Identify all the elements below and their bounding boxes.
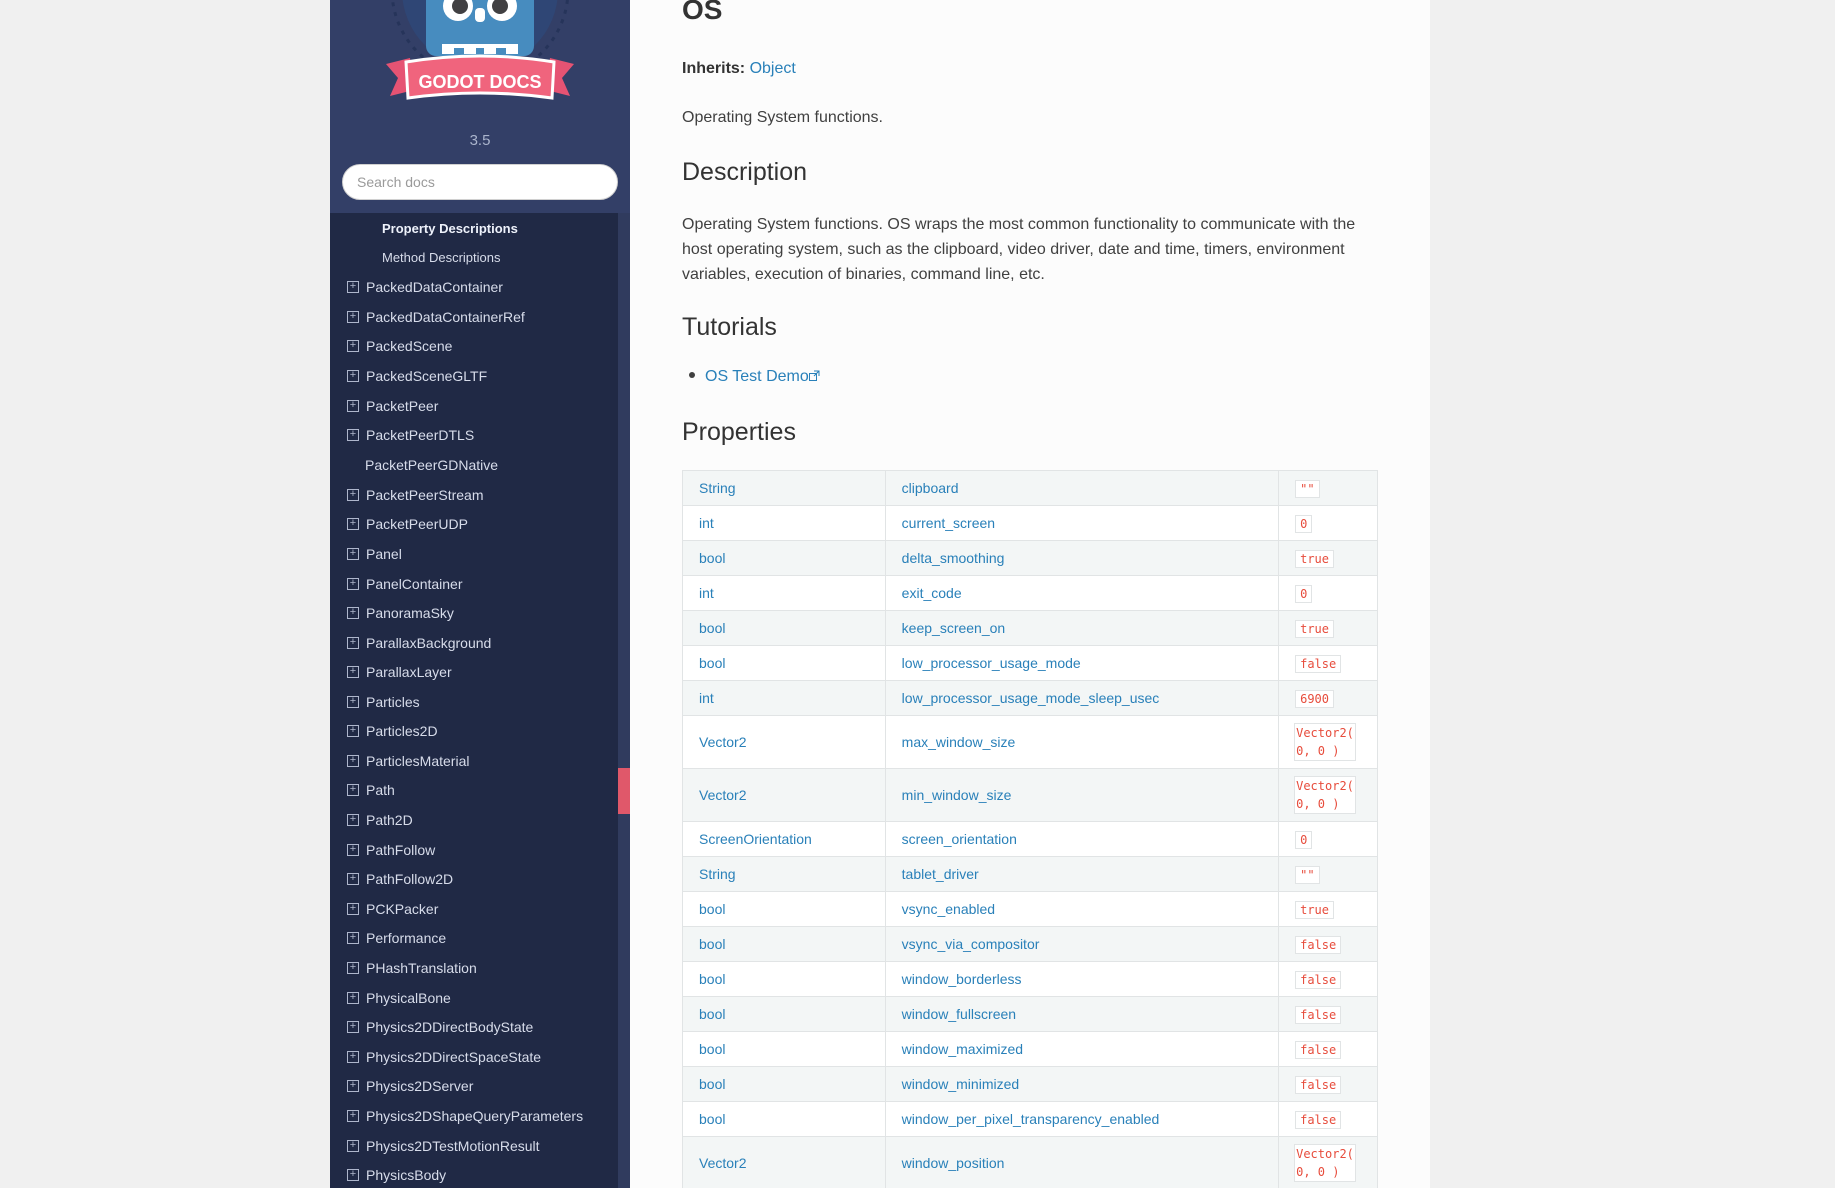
property-row xyxy=(683,471,1378,506)
sidebar-item-label: PathFollow xyxy=(366,842,436,858)
property-default-value: true xyxy=(1295,620,1334,638)
expand-icon[interactable]: + xyxy=(347,281,359,293)
expand-icon[interactable]: + xyxy=(347,637,359,649)
property-type-cell xyxy=(683,1032,886,1067)
property-name-link[interactable]: low_processor_usage_mode_sleep_usec xyxy=(901,690,1160,706)
property-type-link[interactable]: int xyxy=(699,585,714,601)
property-row xyxy=(683,997,1378,1032)
property-name-cell xyxy=(885,471,1278,506)
property-default-value: Vector2( 0, 0 ) xyxy=(1294,776,1356,814)
property-type-link[interactable]: ScreenOrientation xyxy=(699,831,812,847)
property-type-cell xyxy=(683,506,886,541)
property-type-cell xyxy=(683,681,886,716)
sidebar-item-label: Physics2DTestMotionResult xyxy=(366,1138,540,1154)
description-text: Operating System functions. OS wraps the most common functionality to communicate with the host operating system, such as the clipboard, video driver, date and time, timers, environment variables, execution of binaries, command line, etc. xyxy=(682,216,1356,283)
property-row xyxy=(683,506,1378,541)
property-name-link[interactable]: low_processor_usage_mode xyxy=(901,655,1081,671)
property-default-cell xyxy=(1279,576,1378,611)
property-default-cell xyxy=(1279,681,1378,716)
brief-description: Operating System functions. xyxy=(682,109,883,126)
property-default-cell xyxy=(1279,646,1378,681)
property-default-value: false xyxy=(1295,1006,1341,1024)
expand-icon[interactable]: + xyxy=(347,962,359,974)
sidebar-item-label: PackedDataContainer xyxy=(366,279,503,295)
sidebar-item-label: PhysicalBone xyxy=(366,990,451,1006)
property-name-link[interactable]: window_position xyxy=(901,1155,1005,1171)
property-name-link[interactable]: window_fullscreen xyxy=(901,1006,1017,1022)
expand-icon[interactable]: + xyxy=(347,1140,359,1152)
property-name-link[interactable]: window_maximized xyxy=(901,1041,1024,1057)
property-name-cell xyxy=(885,927,1278,962)
sidebar-item-label: PhysicsBody xyxy=(366,1167,447,1183)
property-type-link[interactable]: bool xyxy=(699,655,726,671)
property-type-link[interactable]: bool xyxy=(699,1041,726,1057)
expand-icon[interactable]: + xyxy=(347,755,359,767)
property-default-cell xyxy=(1279,1102,1378,1137)
property-name-link[interactable]: window_per_pixel_transparency_enabled xyxy=(901,1111,1160,1127)
property-name-cell xyxy=(885,962,1278,997)
property-type-link[interactable]: String xyxy=(699,866,736,882)
property-type-cell xyxy=(683,716,886,769)
property-type-cell xyxy=(683,1102,886,1137)
expand-icon[interactable]: + xyxy=(347,1021,359,1033)
property-name-cell xyxy=(885,1102,1278,1137)
property-row xyxy=(683,857,1378,892)
property-default-value: false xyxy=(1295,1041,1341,1059)
sidebar-item-label: PathFollow2D xyxy=(366,871,454,887)
property-default-cell xyxy=(1279,506,1378,541)
sidebar-item-label: Path2D xyxy=(366,812,413,828)
expand-icon[interactable]: + xyxy=(347,784,359,796)
property-type-cell xyxy=(683,857,886,892)
property-name-cell xyxy=(885,822,1278,857)
property-row xyxy=(683,1102,1378,1137)
property-default-value: Vector2( 0, 0 ) xyxy=(1294,723,1356,761)
expand-icon[interactable]: + xyxy=(347,932,359,944)
property-type-cell xyxy=(683,611,886,646)
tutorial-link[interactable]: OS Test Demo xyxy=(705,368,809,385)
property-name-cell xyxy=(885,1137,1278,1188)
sidebar-item-label: PacketPeerUDP xyxy=(366,516,468,532)
property-row xyxy=(683,541,1378,576)
property-name-cell xyxy=(885,611,1278,646)
property-default-cell xyxy=(1279,611,1378,646)
expand-icon[interactable]: + xyxy=(347,578,359,590)
sidebar-scrollbar[interactable] xyxy=(618,213,630,1188)
property-default-value: "" xyxy=(1295,480,1319,498)
property-name-link[interactable]: vsync_via_compositor xyxy=(901,936,1040,952)
property-default-value: false xyxy=(1295,655,1341,673)
property-default-cell xyxy=(1279,1032,1378,1067)
sidebar-item-label: Panel xyxy=(366,546,402,562)
sidebar-item-label: ParallaxBackground xyxy=(366,635,492,651)
expand-icon[interactable]: + xyxy=(347,1110,359,1122)
property-name-link[interactable]: delta_smoothing xyxy=(901,550,1005,566)
property-row xyxy=(683,646,1378,681)
property-name-cell xyxy=(885,506,1278,541)
property-type-cell xyxy=(683,822,886,857)
expand-icon[interactable]: + xyxy=(347,370,359,382)
property-default-value: true xyxy=(1295,901,1334,919)
property-type-link[interactable]: bool xyxy=(699,971,726,987)
sidebar-item-label: Property Descriptions xyxy=(382,221,518,236)
property-type-link[interactable]: Vector2 xyxy=(699,734,747,750)
property-row xyxy=(683,576,1378,611)
property-type-cell xyxy=(683,962,886,997)
property-name-cell xyxy=(885,1032,1278,1067)
property-type-link[interactable]: bool xyxy=(699,1111,726,1127)
docs-version[interactable]: 3.5 xyxy=(469,132,491,149)
property-name-link[interactable]: keep_screen_on xyxy=(901,620,1006,636)
property-type-link[interactable]: bool xyxy=(699,901,726,917)
property-type-cell xyxy=(683,997,886,1032)
sidebar-item-label: PanoramaSky xyxy=(366,605,454,621)
properties-table xyxy=(682,470,1378,1188)
property-type-link[interactable]: bool xyxy=(699,1006,726,1022)
main-content xyxy=(630,0,1430,1188)
property-default-cell xyxy=(1279,962,1378,997)
property-name-cell xyxy=(885,1067,1278,1102)
sidebar-item-label: ParticlesMaterial xyxy=(366,753,470,769)
property-type-link[interactable]: Vector2 xyxy=(699,1155,747,1171)
property-row xyxy=(683,1067,1378,1102)
sidebar-item-label: Physics2DDirectBodyState xyxy=(366,1019,534,1035)
sidebar-item-label: Performance xyxy=(366,930,447,946)
sidebar-item-label: PacketPeerStream xyxy=(366,487,484,503)
property-default-value: 6900 xyxy=(1295,690,1334,708)
property-name-link[interactable]: window_minimized xyxy=(901,1076,1020,1092)
property-default-cell xyxy=(1279,892,1378,927)
property-row xyxy=(683,892,1378,927)
expand-icon[interactable]: + xyxy=(347,429,359,441)
property-default-value: true xyxy=(1295,550,1334,568)
sidebar-item-label: PacketPeerGDNative xyxy=(365,457,499,473)
property-default-cell xyxy=(1279,857,1378,892)
property-default-value: false xyxy=(1295,1076,1341,1094)
property-type-link[interactable]: bool xyxy=(699,936,726,952)
sidebar-item-label: Particles xyxy=(366,694,420,710)
property-default-value: 0 xyxy=(1295,831,1312,849)
property-default-value: false xyxy=(1295,1111,1341,1129)
property-row xyxy=(683,1032,1378,1067)
property-row xyxy=(683,822,1378,857)
sidebar-item-label: ParallaxLayer xyxy=(366,664,452,680)
property-name-link[interactable]: current_screen xyxy=(901,515,996,531)
property-name-link[interactable]: max_window_size xyxy=(901,734,1016,750)
property-row xyxy=(683,611,1378,646)
godot-docs-logo[interactable] xyxy=(382,0,578,110)
property-name-link[interactable]: window_borderless xyxy=(901,971,1022,987)
property-name-cell xyxy=(885,716,1278,769)
property-default-cell xyxy=(1279,997,1378,1032)
description-heading: Description xyxy=(682,158,808,186)
property-name-cell xyxy=(885,681,1278,716)
sidebar-item-label: PackedSceneGLTF xyxy=(366,368,488,384)
property-name-cell xyxy=(885,646,1278,681)
sidebar-item-label: PackedDataContainerRef xyxy=(366,309,525,325)
sidebar-item-label: Physics2DDirectSpaceState xyxy=(366,1049,542,1065)
property-default-cell xyxy=(1279,927,1378,962)
property-default-cell xyxy=(1279,541,1378,576)
bullet-icon xyxy=(689,372,695,378)
property-row xyxy=(683,927,1378,962)
property-row xyxy=(683,769,1378,822)
property-type-cell xyxy=(683,1137,886,1188)
sidebar-item-label: Path xyxy=(366,782,395,798)
external-link-icon xyxy=(809,370,820,381)
sidebar-item-label: Physics2DShapeQueryParameters xyxy=(366,1108,584,1124)
property-type-link[interactable]: bool xyxy=(699,550,726,566)
property-default-value: 0 xyxy=(1295,515,1312,533)
property-default-value: 0 xyxy=(1295,585,1312,603)
property-row xyxy=(683,1137,1378,1188)
property-default-value: "" xyxy=(1295,866,1319,884)
property-type-cell xyxy=(683,892,886,927)
property-name-link[interactable]: min_window_size xyxy=(901,787,1012,803)
expand-icon[interactable]: + xyxy=(347,814,359,826)
expand-icon[interactable]: + xyxy=(347,340,359,352)
expand-icon[interactable]: + xyxy=(347,992,359,1004)
property-default-cell xyxy=(1279,822,1378,857)
sidebar-item-label: PackedScene xyxy=(366,338,453,354)
inherits-object-link[interactable]: Object xyxy=(749,60,796,77)
expand-icon[interactable]: + xyxy=(347,518,359,530)
sidebar-item-label: Particles2D xyxy=(366,723,438,739)
property-name-cell xyxy=(885,997,1278,1032)
expand-icon[interactable]: + xyxy=(347,873,359,885)
expand-icon[interactable]: + xyxy=(347,725,359,737)
sidebar-scrollbar-thumb[interactable] xyxy=(618,768,630,814)
property-default-cell xyxy=(1279,769,1378,822)
property-row xyxy=(683,716,1378,769)
property-type-cell xyxy=(683,769,886,822)
property-type-cell xyxy=(683,576,886,611)
properties-heading: Properties xyxy=(682,418,796,446)
property-type-cell xyxy=(683,541,886,576)
expand-icon[interactable]: + xyxy=(347,1169,359,1181)
property-type-link[interactable]: int xyxy=(699,515,714,531)
property-type-link[interactable]: int xyxy=(699,690,714,706)
property-type-cell xyxy=(683,471,886,506)
property-name-cell xyxy=(885,576,1278,611)
expand-icon[interactable]: + xyxy=(347,903,359,915)
sidebar-item-label: PacketPeerDTLS xyxy=(366,427,475,443)
expand-icon[interactable]: + xyxy=(347,311,359,323)
property-name-link[interactable]: tablet_driver xyxy=(901,866,979,882)
property-name-link[interactable]: clipboard xyxy=(901,480,959,496)
expand-icon[interactable]: + xyxy=(347,666,359,678)
inherits-line xyxy=(682,60,1382,78)
tutorials-list xyxy=(682,368,1382,386)
expand-icon[interactable]: + xyxy=(347,844,359,856)
property-name-link[interactable]: vsync_enabled xyxy=(901,901,996,917)
property-name-link[interactable]: exit_code xyxy=(901,585,962,601)
expand-icon[interactable]: + xyxy=(347,489,359,501)
sidebar-item-label: PanelContainer xyxy=(366,576,463,592)
expand-icon[interactable]: + xyxy=(347,696,359,708)
svg-text:GODOT DOCS: GODOT DOCS xyxy=(418,72,542,92)
expand-icon[interactable]: + xyxy=(347,1080,359,1092)
property-name-cell xyxy=(885,892,1278,927)
tutorials-heading: Tutorials xyxy=(682,313,777,341)
property-type-link[interactable]: bool xyxy=(699,1076,726,1092)
property-default-value: false xyxy=(1295,936,1341,954)
expand-icon[interactable]: + xyxy=(347,548,359,560)
search-input[interactable] xyxy=(342,164,618,200)
property-name-link[interactable]: screen_orientation xyxy=(901,831,1017,847)
property-type-link[interactable]: bool xyxy=(699,620,726,636)
expand-icon[interactable]: + xyxy=(347,607,359,619)
sidebar-header xyxy=(330,0,630,213)
property-type-cell xyxy=(683,1067,886,1102)
property-type-link[interactable]: Vector2 xyxy=(699,787,747,803)
sidebar-item-label: PacketPeer xyxy=(366,398,439,414)
property-default-cell xyxy=(1279,716,1378,769)
sidebar xyxy=(330,0,630,1188)
sidebar-item-label: Method Descriptions xyxy=(382,250,501,265)
expand-icon[interactable]: + xyxy=(347,1051,359,1063)
property-name-cell xyxy=(885,541,1278,576)
page-title: OS xyxy=(682,0,723,25)
property-default-cell xyxy=(1279,471,1378,506)
expand-icon[interactable]: + xyxy=(347,400,359,412)
property-default-value: Vector2( 0, 0 ) xyxy=(1294,1144,1356,1182)
inherits-label: Inherits: xyxy=(682,60,746,77)
property-default-cell xyxy=(1279,1137,1378,1188)
sidebar-item-label: PHashTranslation xyxy=(366,960,477,976)
property-default-value: false xyxy=(1295,971,1341,989)
property-row xyxy=(683,962,1378,997)
property-name-cell xyxy=(885,769,1278,822)
property-type-cell xyxy=(683,927,886,962)
sidebar-item-label: Physics2DServer xyxy=(366,1078,474,1094)
property-type-link[interactable]: String xyxy=(699,480,736,496)
property-name-cell xyxy=(885,857,1278,892)
property-type-cell xyxy=(683,646,886,681)
sidebar-nav-list xyxy=(330,213,618,1188)
sidebar-item-label: PCKPacker xyxy=(366,901,439,917)
property-default-cell xyxy=(1279,1067,1378,1102)
property-row xyxy=(683,681,1378,716)
